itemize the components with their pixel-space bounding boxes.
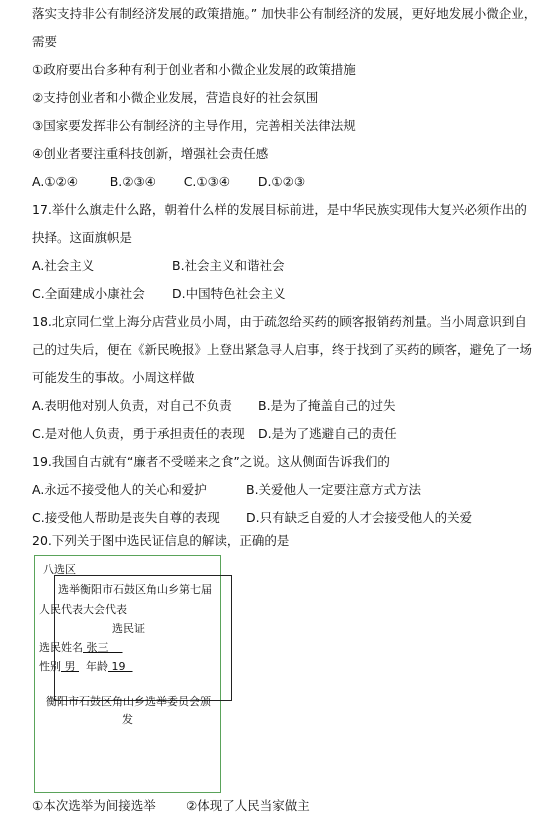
q17-option-c: C.全面建成小康社会: [32, 286, 145, 301]
q18-stem-line2: 己的过失后，便在《新民晚报》上登出紧急寻人启事，终于找到了买药的顾客，避免了一场: [32, 342, 533, 357]
certificate-name-row: [39, 641, 123, 655]
voter-name-value: [83, 641, 123, 654]
q20-statement-1: ①本次选举为间接选举: [32, 798, 156, 813]
q19-stem: 19.我国自古就有“廉者不受嗟来之食”之说。这从侧面告诉我们的: [32, 454, 390, 469]
q18-option-a: A.表明他对别人负责，对自己不负责: [32, 398, 232, 413]
line-need: 需要: [32, 34, 58, 49]
q17-option-d: D.中国特色社会主义: [172, 286, 286, 301]
q18-option-b: B.是为了掩盖自己的过失: [258, 398, 396, 413]
voter-name-text: 张三: [86, 641, 109, 654]
certificate-district: 八选区: [43, 563, 76, 576]
certificate-doc-name: 选民证: [112, 622, 145, 635]
q18-option-d: D.是为了逃避自己的责任: [258, 426, 397, 441]
line-policy-continuation: 落实支持非公有制经济发展的政策措施。” 加快非公有制经济的发展，更好地发展小微企业，: [32, 6, 537, 21]
q17-stem-line2: 抉择。这面旗帜是: [32, 230, 133, 245]
q18-option-c: C.是对他人负责，勇于承担责任的表现: [32, 426, 245, 441]
q19-option-d: D.只有缺乏自爱的人才会接受他人的关爱: [246, 510, 473, 525]
certificate-gender-age-row: [39, 660, 133, 674]
voter-certificate: [34, 555, 221, 793]
q19-option-c: C.接受他人帮助是丧失自尊的表现: [32, 510, 220, 525]
statement-2: ②支持创业者和小微企业发展，营造良好的社会氛围: [32, 90, 319, 105]
certificate-issuer-line2: 发: [122, 713, 133, 726]
certificate-title-line2: 人民代表大会代表: [39, 603, 127, 616]
q20-statement-2: ②体现了人民当家做主: [186, 798, 310, 813]
q17-stem-line1: 17.举什么旗走什么路，朝着什么样的发展目标前进，是中华民族实现伟大复兴必须作出的: [32, 202, 527, 217]
statement-1: ①政府要出台多种有利于创业者和小微企业发展的政策措施: [32, 62, 356, 77]
statement-3: ③国家要发挥非公有制经济的主导作用，完善相关法律法规: [32, 118, 356, 133]
voter-name-label: 选民姓名: [39, 641, 83, 654]
gender-label: 性别: [39, 660, 61, 673]
gender-value: [61, 660, 79, 673]
q19-option-b: B.关爱他人一定要注意方式方法: [246, 482, 422, 497]
gender-text: 男: [64, 660, 76, 673]
age-label: 年龄: [86, 660, 108, 673]
statement-4: ④创业者要注重科技创新，增强社会责任感: [32, 146, 269, 161]
q17-option-a: A.社会主义: [32, 258, 95, 273]
q17-option-b: B.社会主义和谐社会: [172, 258, 285, 273]
q19-option-a: A.永远不接受他人的关心和爱护: [32, 482, 207, 497]
q18-stem-line1: 18.北京同仁堂上海分店营业员小周，由于疏忽给买药的顾客报销药剂量。当小周意识到自: [32, 314, 527, 329]
q20-stem: 20.下列关于图中选民证信息的解读，正确的是: [32, 533, 290, 548]
age-text: 19: [111, 660, 126, 673]
q18-stem-line3: 可能发生的事故。小周这样做: [32, 370, 195, 385]
age-value: [108, 660, 133, 673]
q16-choices: A.①②④ B.②③④ C.①③④ D.①②③: [32, 174, 306, 189]
certificate-issuer-line1: 衡阳市石鼓区角山乡选举委员会颁: [46, 695, 211, 708]
certificate-title-line1: 选举衡阳市石鼓区角山乡第七届: [58, 583, 212, 596]
